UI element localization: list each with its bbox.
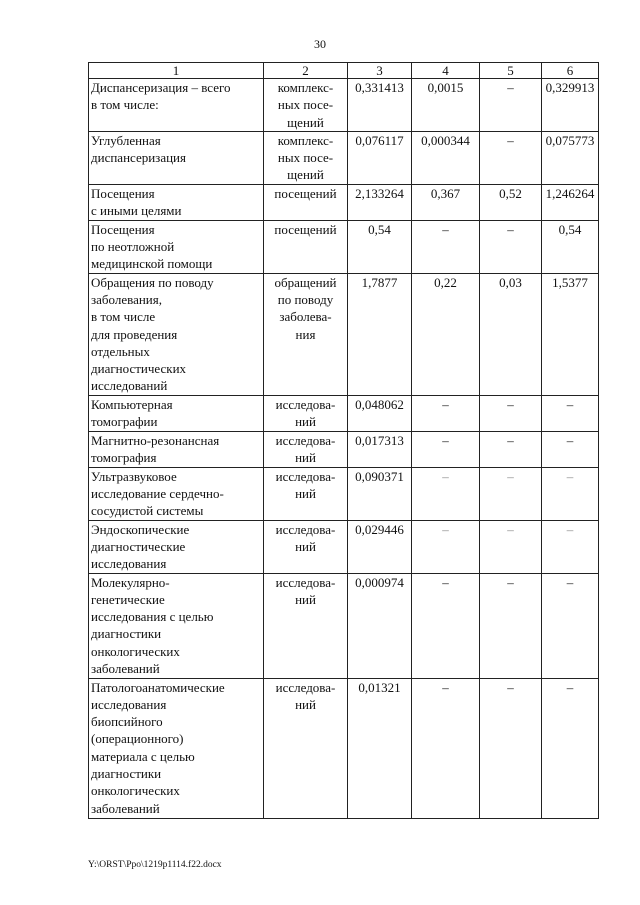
unit-cell: комплекс- ных посе- щений <box>264 79 348 132</box>
row-name-cell: Углубленная диспансеризация <box>89 131 264 184</box>
table-row <box>89 520 599 573</box>
table-row <box>89 131 599 184</box>
unit-cell: исследова- ний <box>264 520 348 573</box>
column-header: 1 <box>89 63 264 79</box>
value-cell-col4: – <box>412 395 480 431</box>
unit-cell: исследова- ний <box>264 573 348 678</box>
table-row <box>89 79 599 132</box>
file-path-footer: Y:\ORST\Ppo\1219p1114.f22.docx <box>88 860 222 870</box>
value-cell-col3: 2,133264 <box>348 184 412 220</box>
table-row <box>89 184 599 220</box>
unit-cell: комплекс- ных посе- щений <box>264 131 348 184</box>
unit-cell: посещений <box>264 220 348 273</box>
value-cell-col5: – <box>480 678 542 818</box>
value-cell-col6: – <box>542 467 599 520</box>
table-row <box>89 573 599 678</box>
table-row <box>89 431 599 467</box>
value-cell-col3: 0,000974 <box>348 573 412 678</box>
table-row <box>89 678 599 818</box>
data-table <box>88 62 599 819</box>
value-cell-col4: 0,000344 <box>412 131 480 184</box>
column-header: 4 <box>412 63 480 79</box>
value-cell-col3: 0,076117 <box>348 131 412 184</box>
value-cell-col5: – <box>480 431 542 467</box>
value-cell-col6: – <box>542 520 599 573</box>
value-cell-col4: – <box>412 678 480 818</box>
table-row <box>89 273 599 395</box>
value-cell-col4: – <box>412 573 480 678</box>
value-cell-col5: – <box>480 520 542 573</box>
unit-cell: посещений <box>264 184 348 220</box>
value-cell-col5: – <box>480 395 542 431</box>
column-header: 6 <box>542 63 599 79</box>
value-cell-col5: – <box>480 79 542 132</box>
value-cell-col4: 0,367 <box>412 184 480 220</box>
value-cell-col5: – <box>480 220 542 273</box>
value-cell-col4: – <box>412 431 480 467</box>
row-name-cell: Эндоскопические диагностические исследования <box>89 520 264 573</box>
value-cell-col6: 0,329913 <box>542 79 599 132</box>
value-cell-col5: – <box>480 131 542 184</box>
value-cell-col4: 0,22 <box>412 273 480 395</box>
table-header-row <box>89 63 599 79</box>
row-name-cell: Обращения по поводу заболевания, в том числе для проведения отдельных диагностических исследований <box>89 273 264 395</box>
value-cell-col3: 0,090371 <box>348 467 412 520</box>
row-name-cell: Патологоанатомические исследования биопсийного (операционного) материала с целью диагностики онкологических заболеваний <box>89 678 264 818</box>
value-cell-col5: 0,52 <box>480 184 542 220</box>
column-header: 2 <box>264 63 348 79</box>
table-row <box>89 220 599 273</box>
value-cell-col6: 0,075773 <box>542 131 599 184</box>
table-row <box>89 395 599 431</box>
unit-cell: исследова- ний <box>264 678 348 818</box>
row-name-cell: Ультразвуковое исследование сердечно- сосудистой системы <box>89 467 264 520</box>
value-cell-col3: 0,017313 <box>348 431 412 467</box>
page-number: 30 <box>314 37 326 51</box>
unit-cell: исследова- ний <box>264 395 348 431</box>
value-cell-col6: – <box>542 573 599 678</box>
row-name-cell: Молекулярно- генетические исследования с целью диагностики онкологических заболеваний <box>89 573 264 678</box>
value-cell-col4: – <box>412 467 480 520</box>
value-cell-col5: – <box>480 467 542 520</box>
value-cell-col6: 1,5377 <box>542 273 599 395</box>
value-cell-col6: – <box>542 431 599 467</box>
value-cell-col6: 0,54 <box>542 220 599 273</box>
value-cell-col3: 0,01321 <box>348 678 412 818</box>
column-header: 5 <box>480 63 542 79</box>
row-name-cell: Посещения с иными целями <box>89 184 264 220</box>
value-cell-col3: 1,7877 <box>348 273 412 395</box>
value-cell-col4: 0,0015 <box>412 79 480 132</box>
row-name-cell: Компьютерная томографии <box>89 395 264 431</box>
value-cell-col3: 0,54 <box>348 220 412 273</box>
value-cell-col6: 1,246264 <box>542 184 599 220</box>
value-cell-col5: – <box>480 573 542 678</box>
value-cell-col5: 0,03 <box>480 273 542 395</box>
row-name-cell: Диспансеризация – всего в том числе: <box>89 79 264 132</box>
value-cell-col4: – <box>412 520 480 573</box>
value-cell-col6: – <box>542 678 599 818</box>
unit-cell: исследова- ний <box>264 467 348 520</box>
value-cell-col3: 0,029446 <box>348 520 412 573</box>
value-cell-col3: 0,331413 <box>348 79 412 132</box>
unit-cell: исследова- ний <box>264 431 348 467</box>
value-cell-col4: – <box>412 220 480 273</box>
unit-cell: обращений по поводу заболева- ния <box>264 273 348 395</box>
table-row <box>89 467 599 520</box>
row-name-cell: Посещения по неотложной медицинской помощи <box>89 220 264 273</box>
row-name-cell: Магнитно-резонансная томография <box>89 431 264 467</box>
value-cell-col3: 0,048062 <box>348 395 412 431</box>
column-header: 3 <box>348 63 412 79</box>
value-cell-col6: – <box>542 395 599 431</box>
